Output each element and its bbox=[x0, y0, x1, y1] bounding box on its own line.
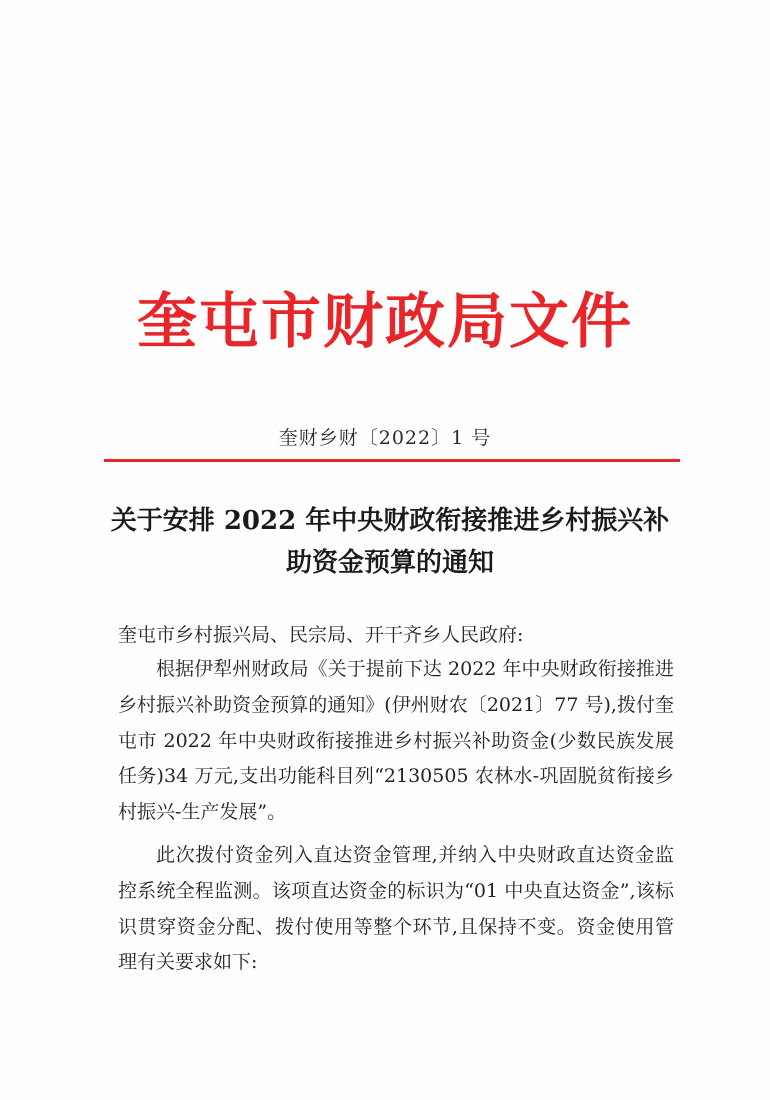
document-number: 奎财乡财〔2022〕1 号 bbox=[278, 427, 492, 449]
document-masthead: 奎屯市财政局文件 bbox=[137, 287, 633, 357]
body-paragraph-2: 此次拨付资金列入直达资金管理,并纳入中央财政直达资金监控系统全程监测。该项直达资金的标识为“01 中央直达资金”,该标识贯穿资金分配、拨付使用等整个环节,且保持不变。资金使用管理有关要求如下: bbox=[118, 844, 674, 974]
red-separator-line bbox=[104, 459, 680, 462]
salutation: 奎屯市乡村振兴局、民宗局、开干齐乡人民政府: bbox=[118, 624, 524, 646]
body-paragraph-1: 根据伊犁州财政局《关于提前下达 2022 年中央财政衔接推进乡村振兴补助资金预算的通知》(伊州财农〔2021〕77 号),拨付奎屯市 2022 年中央财政衔接推进乡村振兴补助资金(少数民族发展任务)34 万元,支出功能科目列“2130505 农林水-巩固脱贫衔接乡村振兴-生产发展”。 bbox=[118, 658, 674, 824]
document-title: 关于安排 2022 年中央财政衔接推进乡村振兴补助资金预算的通知 bbox=[110, 506, 670, 578]
